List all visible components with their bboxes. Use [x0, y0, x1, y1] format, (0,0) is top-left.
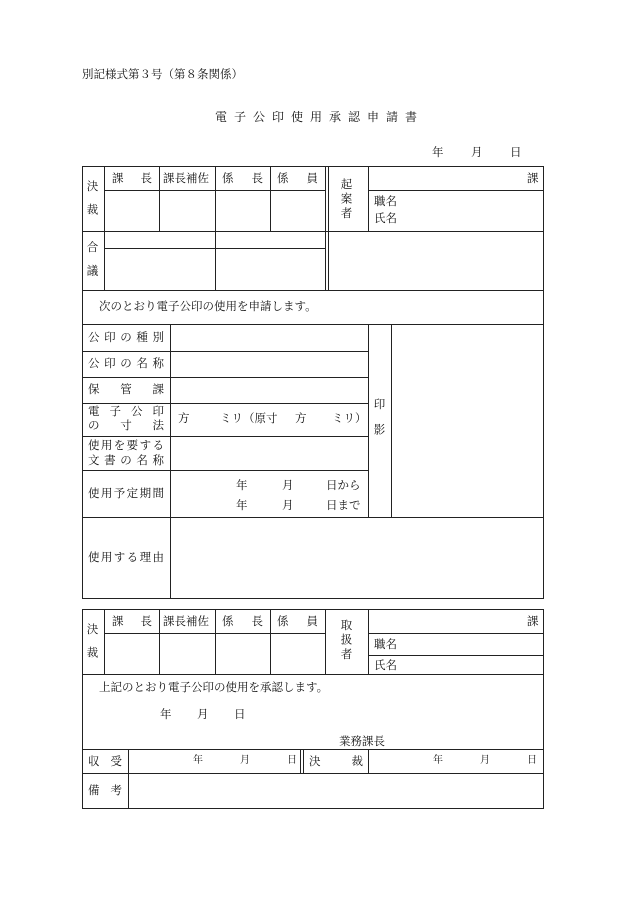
approver-staff-bottom: 係 員 [277, 614, 318, 628]
approver-subchief-bottom: 係 長 [222, 614, 263, 628]
approver-assistant-bottom: 課長補佐 [163, 614, 209, 628]
handler-name: 氏名 [374, 658, 397, 672]
kessai-label-bottom: 決裁 [85, 623, 100, 670]
kessai-label-top: 決裁 [85, 180, 100, 227]
period-to-month: 月 [282, 498, 294, 512]
approval-month: 月 [197, 707, 209, 721]
size-hou-2: 方 [295, 411, 307, 425]
approver-subchief-top: 係 長 [222, 171, 263, 185]
form-number: 別記様式第３号（第８条関係） [82, 67, 243, 81]
doc-name-label-1: 使 用 を 要 す る [88, 438, 164, 452]
custody-section-label: 保 管 課 [88, 382, 164, 396]
applicant-label: 起案者 [339, 178, 354, 222]
kessai2-month: 月 [480, 755, 490, 766]
period-from-month: 月 [282, 478, 294, 492]
applicant-section: 課 [527, 171, 539, 185]
remarks-label: 備 考 [88, 783, 122, 797]
reason-label: 使 用 す る 理 由 [88, 550, 164, 564]
period-to-year: 年 [236, 498, 248, 512]
size-mm-2: ミリ） [332, 411, 367, 425]
kessai2-day: 日 [527, 755, 537, 766]
kessai2-label: 決 裁 [309, 754, 363, 768]
seal-impression-label: 印影 [372, 398, 387, 449]
seal-size-label-2: の 寸 法 [88, 418, 164, 432]
approval-day: 日 [234, 707, 246, 721]
handler-label: 取扱者 [339, 619, 354, 663]
approval-statement: 上記のとおり電子公印の使用を承認します。 [99, 680, 329, 694]
receipt-month: 月 [240, 755, 250, 766]
application-statement: 次のとおり電子公印の使用を申請します。 [99, 299, 317, 313]
receipt-day: 日 [287, 755, 297, 766]
period-to-day: 日まで [326, 498, 361, 512]
header-year: 年 [432, 145, 444, 159]
header-month: 月 [471, 145, 483, 159]
approver-chief-bottom: 課 長 [112, 614, 152, 628]
period-from-year: 年 [236, 478, 248, 492]
gougi-label: 合議 [85, 241, 100, 288]
size-mm: ミリ（原寸 [220, 411, 278, 425]
period-label: 使 用 予 定 期 間 [88, 486, 164, 500]
receipt-label: 収 受 [88, 754, 122, 768]
applicant-job-title: 職名 [374, 194, 397, 208]
header-day: 日 [510, 145, 522, 159]
receipt-year: 年 [193, 755, 203, 766]
form-title: 電子公印使用承認申請書 [215, 110, 425, 124]
seal-name-label: 公 印 の 名 称 [88, 356, 164, 370]
seal-size-label-1: 電 子 公 印 [88, 404, 164, 418]
approval-year: 年 [160, 707, 172, 721]
kessai2-year: 年 [433, 755, 443, 766]
approver-staff-top: 係 員 [277, 171, 318, 185]
doc-name-label-2: 文 書 の 名 称 [88, 453, 164, 467]
approver-title: 業務課長 [339, 734, 385, 748]
size-hou: 方 [178, 411, 190, 425]
approver-chief-top: 課 長 [112, 171, 152, 185]
seal-type-label: 公 印 の 種 別 [88, 330, 164, 344]
approver-assistant-top: 課長補佐 [163, 171, 209, 185]
period-from-day: 日から [326, 478, 361, 492]
handler-section: 課 [527, 614, 539, 628]
handler-job-title: 職名 [374, 637, 397, 651]
applicant-name: 氏名 [374, 211, 397, 225]
